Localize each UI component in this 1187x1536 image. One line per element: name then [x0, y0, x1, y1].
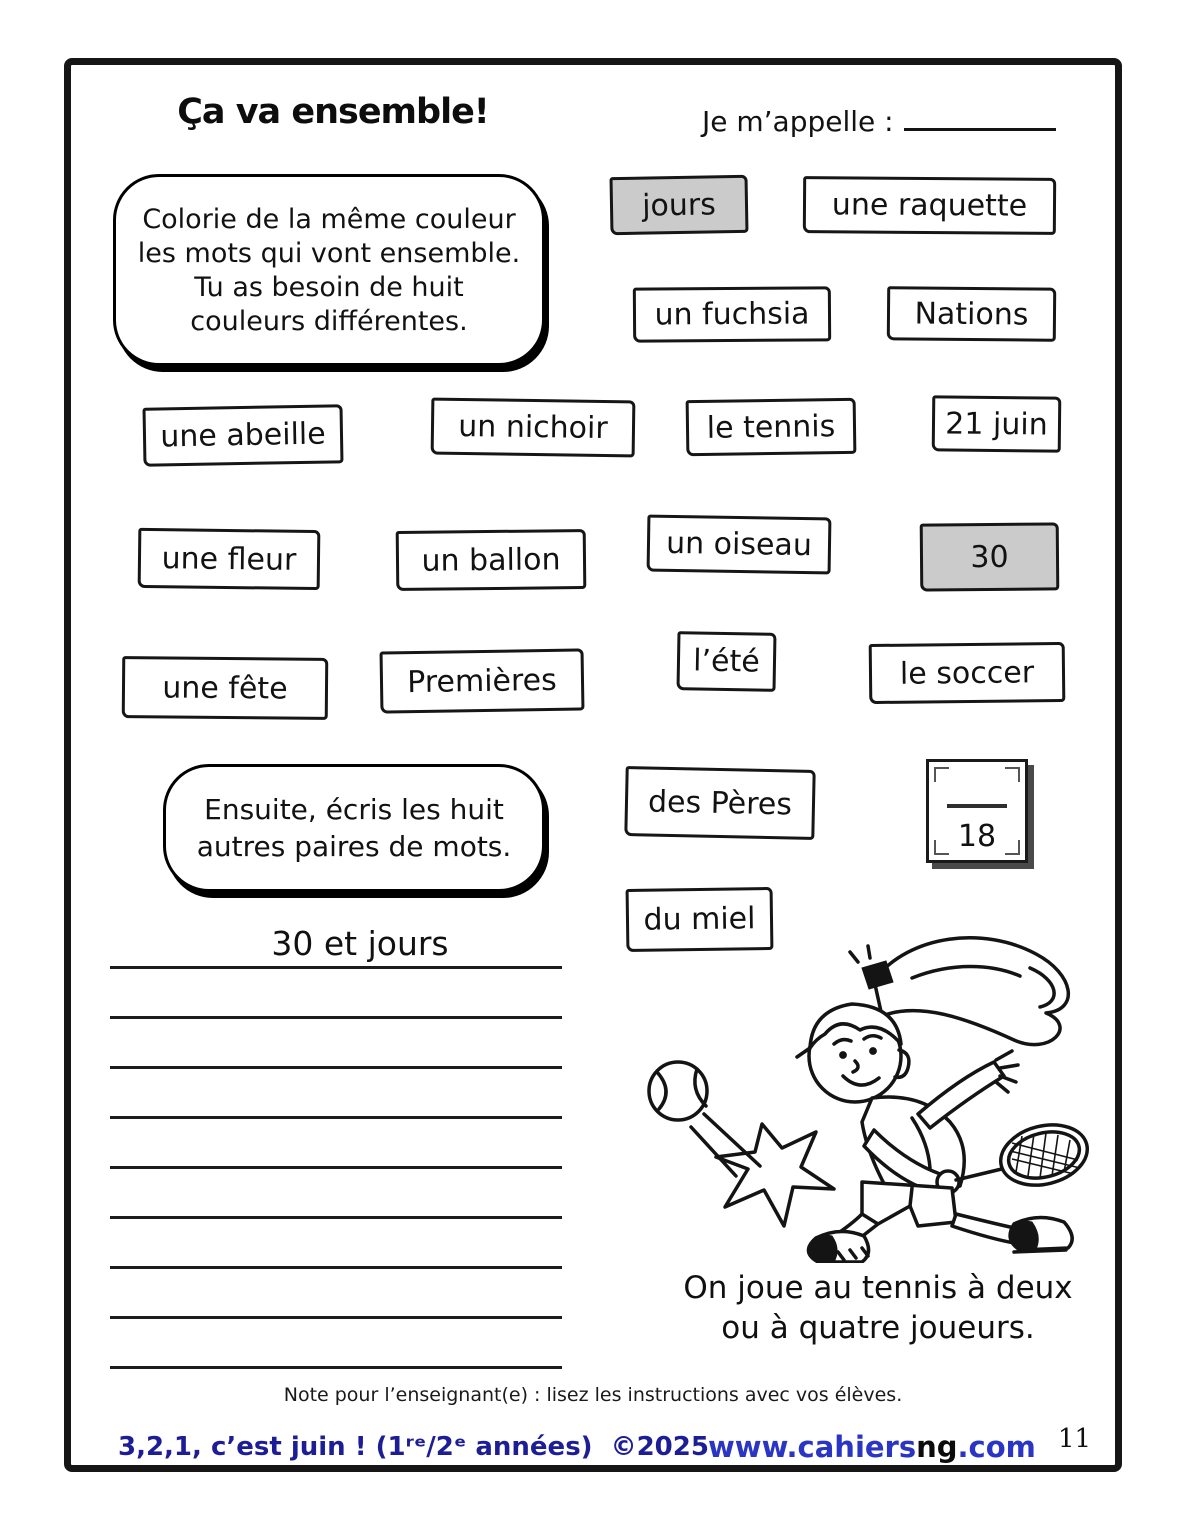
word-label: un fuchsia	[654, 296, 810, 333]
instruction-line: Colorie de la même couleur	[142, 204, 516, 235]
instruction-line: autres paires de mots.	[196, 830, 512, 863]
writing-line[interactable]	[110, 1116, 562, 1119]
writing-line[interactable]	[110, 1366, 562, 1369]
word-label: une raquette	[831, 187, 1028, 224]
word-label: Nations	[914, 296, 1029, 332]
example-answer: 30 et jours	[271, 924, 449, 963]
word-box-premieres[interactable]	[380, 648, 585, 713]
word-box-une-fete[interactable]	[122, 656, 329, 720]
word-box-un-nichoir[interactable]	[431, 398, 636, 458]
word-box-le-soccer[interactable]	[869, 642, 1066, 704]
instruction-line: couleurs différentes.	[190, 306, 468, 337]
word-box-jours[interactable]	[610, 175, 749, 235]
writing-line[interactable]	[110, 1066, 562, 1069]
word-label: un ballon	[421, 541, 561, 579]
copyright: ©2025	[610, 1432, 709, 1462]
calendar-day: 18	[957, 819, 997, 854]
word-box-des-peres[interactable]	[624, 766, 815, 840]
footer-series	[118, 1432, 709, 1462]
word-box-un-fuchsia[interactable]	[633, 286, 831, 342]
url-suffix: .com	[957, 1430, 1036, 1464]
writing-line[interactable]	[110, 1216, 562, 1219]
instruction-line: Tu as besoin de huit	[194, 272, 464, 303]
word-box-l-ete[interactable]	[676, 631, 776, 692]
word-box-une-abeille[interactable]	[143, 404, 344, 466]
word-label: le tennis	[706, 408, 836, 446]
word-label: l’été	[692, 643, 761, 680]
writing-line[interactable]	[110, 1016, 562, 1019]
word-label: une fleur	[161, 540, 297, 578]
word-label: une fête	[162, 669, 288, 707]
word-box-nations[interactable]	[887, 286, 1056, 341]
word-box-une-fleur[interactable]	[138, 528, 321, 590]
page-title: Ça va ensemble!	[177, 92, 489, 132]
name-label: Je m’appelle :	[702, 105, 894, 138]
word-box-30[interactable]	[920, 522, 1060, 591]
caption-line: ou à quatre joueurs.	[721, 1310, 1035, 1346]
calendar-blank-line[interactable]	[947, 804, 1007, 808]
word-box-21-juin[interactable]	[932, 395, 1062, 452]
word-label: Premières	[406, 662, 558, 700]
writing-line[interactable]	[110, 966, 562, 969]
illustration-caption	[636, 1268, 1120, 1348]
calendar-date-card[interactable]	[926, 759, 1028, 863]
word-label: un oiseau	[665, 525, 813, 564]
word-box-un-ballon[interactable]	[396, 529, 587, 591]
tennis-girl-illustration	[612, 918, 1090, 1263]
name-block	[702, 100, 1056, 138]
word-label: du miel	[643, 901, 756, 938]
word-label: une abeille	[160, 416, 326, 455]
url-prefix: www.cahiers	[708, 1430, 917, 1464]
writing-line[interactable]	[110, 1316, 562, 1319]
instruction-line: Ensuite, écris les huit	[204, 793, 504, 826]
word-label: jours	[641, 186, 717, 224]
word-box-une-raquette[interactable]	[803, 176, 1056, 235]
word-box-un-oiseau[interactable]	[647, 515, 832, 575]
corner-mark	[1005, 767, 1020, 782]
word-label: un nichoir	[458, 408, 608, 447]
footer-url[interactable]	[708, 1430, 1036, 1464]
word-label: des Pères	[647, 783, 793, 823]
word-label: 21 juin	[945, 405, 1048, 443]
corner-mark	[934, 767, 949, 782]
writing-line[interactable]	[110, 1166, 562, 1169]
page-number: 11	[1058, 1424, 1092, 1454]
word-label: le soccer	[899, 654, 1035, 692]
url-mid: ng	[916, 1430, 958, 1464]
teacher-note: Note pour l’enseignant(e) : lisez les instructions avec vos élèves.	[283, 1384, 903, 1406]
series-title: 3,2,1, c’est juin ! (1ʳᵉ/2ᵉ années)	[118, 1432, 593, 1462]
write-instruction-bubble	[163, 764, 545, 892]
instruction-line: les mots qui vont ensemble.	[137, 238, 521, 269]
caption-line: On joue au tennis à deux	[683, 1270, 1073, 1306]
color-instruction-bubble	[113, 174, 545, 366]
word-label: 30	[970, 539, 1009, 575]
name-blank-line[interactable]	[904, 100, 1056, 131]
writing-line[interactable]	[110, 1266, 562, 1269]
word-box-le-tennis[interactable]	[686, 398, 857, 456]
